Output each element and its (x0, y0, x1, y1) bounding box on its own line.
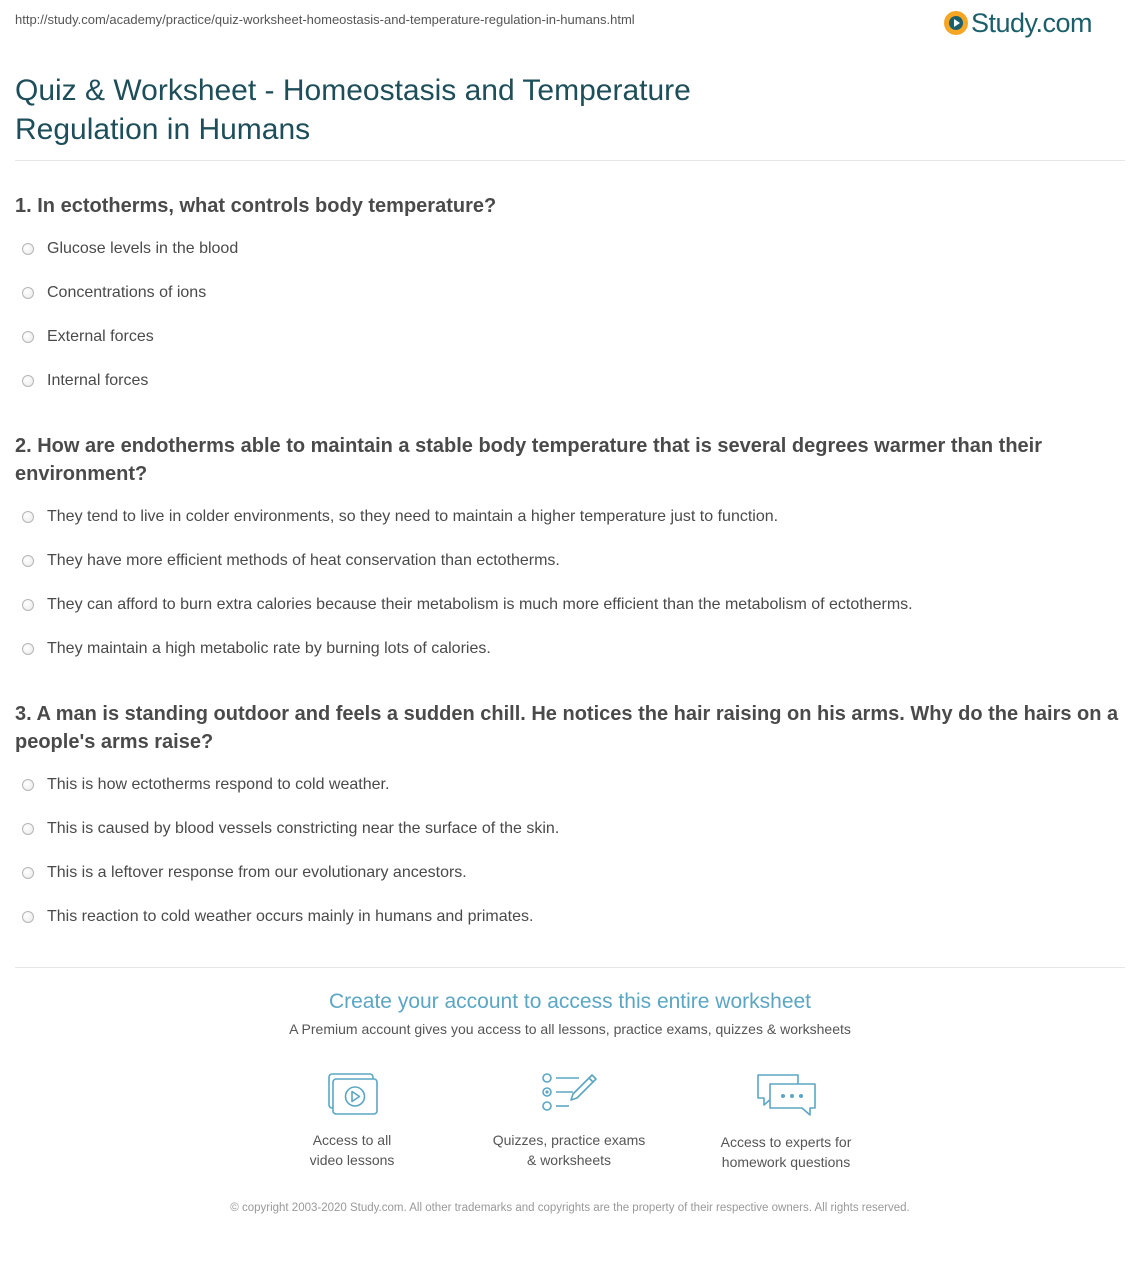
radio-button[interactable] (22, 779, 34, 791)
answer-label: Internal forces (47, 372, 149, 389)
radio-button[interactable] (22, 331, 34, 343)
feature-quizzes (469, 1072, 669, 1170)
radio-button[interactable] (22, 555, 34, 567)
feature-label: Quizzes, practice exams & worksheets (492, 1132, 646, 1168)
answer-option[interactable] (22, 763, 1122, 807)
answer-option[interactable] (22, 227, 1122, 271)
answer-label: Concentrations of ions (47, 284, 207, 301)
radio-button[interactable] (22, 599, 34, 611)
answer-option[interactable] (22, 851, 1122, 895)
answer-option[interactable] (22, 539, 1122, 583)
copyright-notice: © copyright 2003-2020 Study.com. All other trademarks and copyrights are the property of their respective owners. All rights reserved. (230, 1202, 910, 1214)
answer-list-2 (22, 495, 1122, 671)
question-3: 3. A man is standing outdoor and feels a sudden chill. He notices the hair raising on his arms. Why do the hairs on a people's arms raise? (15, 703, 1119, 753)
radio-button[interactable] (22, 911, 34, 923)
answer-option[interactable] (22, 495, 1122, 539)
radio-button[interactable] (22, 823, 34, 835)
feature-label: Access to experts for homework questions (720, 1134, 852, 1170)
answer-option[interactable] (22, 359, 1122, 403)
answer-label: Glucose levels in the blood (47, 240, 239, 257)
question-2: 2. How are endotherms able to maintain a stable body temperature that is several degrees warmer than their environment? (15, 435, 1042, 485)
answer-option[interactable] (22, 583, 1122, 627)
top-bar (0, 0, 1140, 50)
answer-option[interactable] (22, 895, 1122, 939)
answer-label: They have more efficient methods of heat conservation than ectotherms. (47, 552, 560, 569)
page-url: http://study.com/academy/practice/quiz-worksheet-homeostasis-and-temperature-regulation-in-humans.html (15, 12, 635, 27)
premium-subtitle: A Premium account gives you access to all lessons, practice exams, quizzes & worksheets (289, 1021, 851, 1037)
answer-label: This is caused by blood vessels constricting near the surface of the skin. (47, 820, 560, 837)
answer-option[interactable] (22, 271, 1122, 315)
answer-label: They tend to live in colder environments, so they need to maintain a higher temperature just to function. (47, 508, 779, 525)
answer-option[interactable] (22, 627, 1122, 671)
chat-bubbles-icon (754, 1072, 818, 1118)
radio-button[interactable] (22, 243, 34, 255)
feature-label: Access to all video lessons (309, 1132, 395, 1168)
quiz-checklist-icon (541, 1072, 597, 1116)
answer-list-1 (22, 227, 1122, 403)
radio-button[interactable] (22, 643, 34, 655)
feature-experts (686, 1072, 886, 1172)
answer-list-3 (22, 763, 1122, 939)
video-lessons-icon (326, 1072, 378, 1116)
study-logo[interactable] (944, 8, 1092, 38)
logo-text: Study.com (971, 8, 1093, 38)
radio-button[interactable] (22, 511, 34, 523)
page-title: Quiz & Worksheet - Homeostasis and Temperature Regulation in Humans (15, 74, 691, 146)
answer-label: This is a leftover response from our evolutionary ancestors. (47, 864, 467, 881)
feature-video-lessons (252, 1072, 452, 1170)
create-account-link[interactable]: Create your account to access this entire worksheet (328, 990, 812, 1013)
answer-option[interactable] (22, 807, 1122, 851)
divider (15, 967, 1125, 968)
play-circle-icon (944, 11, 968, 35)
answer-label: This is how ectotherms respond to cold weather. (47, 776, 390, 793)
question-1: 1. In ectotherms, what controls body temperature? (15, 195, 497, 217)
radio-button[interactable] (22, 867, 34, 879)
answer-option[interactable] (22, 315, 1122, 359)
radio-button[interactable] (22, 375, 34, 387)
answer-label: They can afford to burn extra calories because their metabolism is much more efficient than the metabolism of ectotherms. (47, 596, 913, 613)
divider (15, 160, 1125, 161)
radio-button[interactable] (22, 287, 34, 299)
answer-label: They maintain a high metabolic rate by burning lots of calories. (47, 640, 491, 657)
answer-label: External forces (47, 328, 154, 345)
answer-label: This reaction to cold weather occurs mainly in humans and primates. (47, 908, 534, 925)
